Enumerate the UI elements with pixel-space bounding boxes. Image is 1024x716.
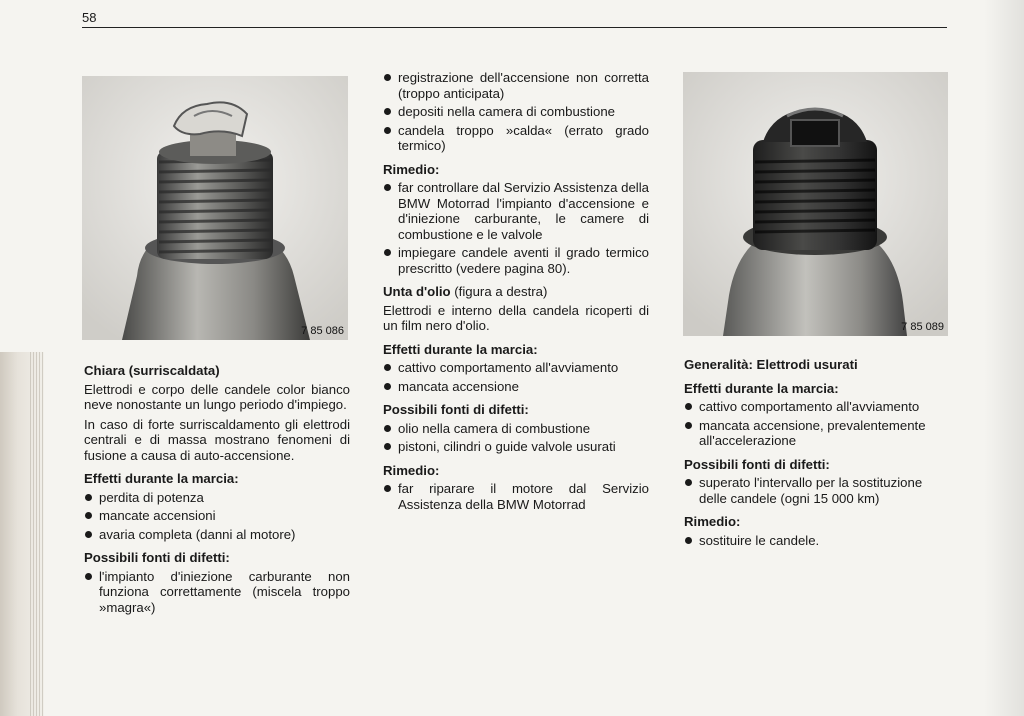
- spark-plug-worn-icon: [683, 72, 948, 336]
- bullet-icon: [384, 249, 391, 256]
- list-item: avaria completa (danni al motore): [84, 527, 350, 543]
- column-overheated: [84, 363, 350, 619]
- effects-list: [383, 360, 649, 394]
- effects-heading: Effetti durante la marcia:: [84, 471, 239, 486]
- list-item: mancata accensione, prevalentemente all'accelerazione: [684, 418, 952, 449]
- causes-heading: Possibili fonti di difetti:: [84, 550, 230, 565]
- list-item: candela troppo »calda« (errato grado termico): [383, 123, 649, 154]
- list-item: cattivo comportamento all'avviamento: [383, 360, 649, 376]
- bullet-icon: [384, 443, 391, 450]
- remedy-list: [383, 180, 649, 276]
- remedy-heading: Rimedio:: [383, 161, 440, 177]
- photo-code-left: 7 85 086: [301, 325, 344, 337]
- effects-list: [684, 399, 952, 449]
- spark-plug-photo-worn: [683, 72, 948, 336]
- remedy-list: [684, 533, 952, 549]
- page-number: 58: [82, 10, 97, 25]
- description-para-1: Elettrodi e corpo delle candele color bianco neve nonostante un lungo periodo d'impiego.: [84, 381, 350, 412]
- remedy-heading: Rimedio:: [684, 514, 741, 529]
- causes-list: [684, 475, 952, 506]
- list-item: registrazione dell'accensione non corretta (troppo anticipata): [383, 70, 649, 101]
- bullet-icon: [685, 537, 692, 544]
- section-title-oily: Unta d'olio (figura a destra): [383, 284, 548, 299]
- bullet-icon: [85, 512, 92, 519]
- bullet-icon: [384, 127, 391, 134]
- column-oily: [383, 70, 649, 516]
- bullet-icon: [685, 479, 692, 486]
- causes-list: [84, 569, 350, 616]
- bullet-icon: [384, 108, 391, 115]
- bullet-icon: [685, 422, 692, 429]
- description-para-2: In caso di forte surriscaldamento gli elettrodi centrali e di massa mostrano fenomeni di fusione a causa di auto-accensione.: [84, 416, 350, 463]
- bullet-icon: [85, 531, 92, 538]
- section-title-overheated: Chiara (surriscaldata): [84, 363, 220, 378]
- gutter-shadow: [984, 0, 1024, 716]
- effects-list: [84, 490, 350, 543]
- bullet-icon: [685, 403, 692, 410]
- causes-list: [383, 421, 649, 455]
- list-item: far riparare il motore dal Servizio Assistenza della BMW Motorrad: [383, 481, 649, 512]
- list-item: far controllare dal Servizio Assistenza della BMW Motorrad l'impianto d'accensione e d'iniezione carburante, le camere di combustione e le valvole: [383, 180, 649, 242]
- list-item: olio nella camera di combustione: [383, 421, 649, 437]
- photo-code-right: 7 85 089: [901, 321, 944, 333]
- bullet-icon: [384, 425, 391, 432]
- bullet-icon: [85, 573, 92, 580]
- header-rule: [82, 27, 947, 28]
- effects-heading: Effetti durante la marcia:: [684, 380, 839, 396]
- bullet-icon: [384, 184, 391, 191]
- spark-plug-overheated-icon: [82, 76, 348, 340]
- effects-heading: Effetti durante la marcia:: [383, 341, 538, 357]
- list-item: perdita di potenza: [84, 490, 350, 506]
- list-item: mancate accensioni: [84, 508, 350, 524]
- list-item: superato l'intervallo per la sostituzione delle candele (ogni 15 000 km): [684, 475, 952, 506]
- spark-plug-photo-overheated: [82, 76, 348, 340]
- oily-description: Elettrodi e interno della candela ricoperti di un film nero d'olio.: [383, 302, 649, 333]
- remedy-list: [383, 481, 649, 512]
- list-item: sostituire le candele.: [684, 533, 952, 549]
- remedy-heading: Rimedio:: [383, 462, 440, 478]
- list-item: mancata accensione: [383, 379, 649, 395]
- bullet-icon: [384, 485, 391, 492]
- list-item: pistoni, cilindri o guide valvole usurati: [383, 439, 649, 455]
- list-item: l'impianto d'iniezione carburante non funziona correttamente (miscela troppo »magra«): [84, 569, 350, 616]
- page-stack-lines: [30, 352, 44, 716]
- causes-heading: Possibili fonti di difetti:: [383, 402, 529, 417]
- list-item: cattivo comportamento all'avviamento: [684, 399, 952, 415]
- list-item: impiegare candele aventi il grado termico prescritto (vedere pagina 80).: [383, 245, 649, 276]
- bullet-icon: [384, 364, 391, 371]
- bullet-icon: [85, 494, 92, 501]
- list-item: depositi nella camera di combustione: [383, 104, 649, 120]
- bullet-icon: [384, 383, 391, 390]
- causes-continued-list: [383, 70, 649, 154]
- bullet-icon: [384, 74, 391, 81]
- section-title-worn: Generalità: Elettrodi usurati: [684, 357, 858, 372]
- causes-heading: Possibili fonti di difetti:: [684, 456, 830, 472]
- column-worn: [684, 357, 952, 552]
